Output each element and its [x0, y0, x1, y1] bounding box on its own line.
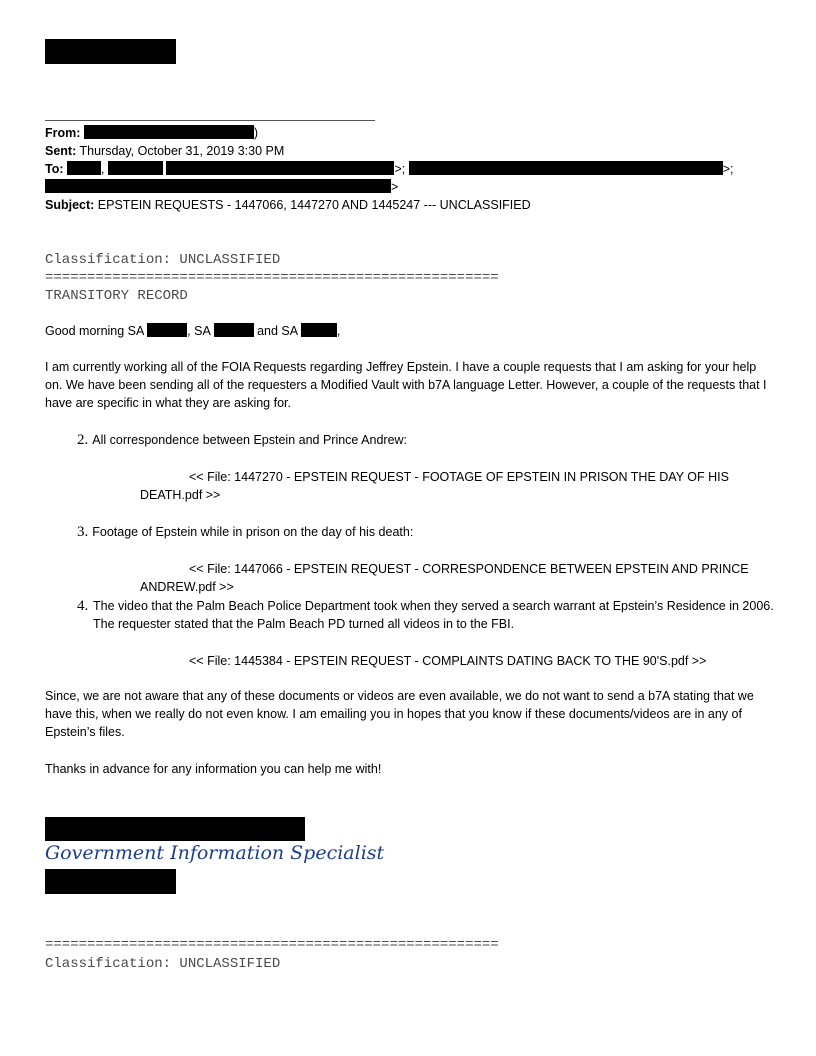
- attachment-line-continued[interactable]: ANDREW.pdf >>: [140, 580, 234, 594]
- list-item-text: All correspondence between Epstein and Prince Andrew:: [92, 433, 408, 447]
- redaction-to-2: [108, 161, 163, 175]
- from-suffix: ): [253, 126, 259, 140]
- to-sep-2: >;: [394, 162, 406, 176]
- greeting: [45, 322, 340, 340]
- greeting-part-3: and SA: [257, 324, 298, 338]
- signature-title: Government Information Specialist: [45, 842, 385, 864]
- greeting-part-1: Good morning SA: [45, 324, 144, 338]
- redaction-to-3: [166, 161, 394, 175]
- intro-paragraph: I am currently working all of the FOIA Requests regarding Jeffrey Epstein. I have a couple requests that I am asking for your help on. We have been sending all of the requesters a Modified Vault with b7A language Letter. However, a couple of the requests that I have are specific in what they are asking for.: [45, 360, 767, 410]
- from-label: From:: [45, 126, 81, 140]
- attachment-line[interactable]: << File: 1447270 - EPSTEIN REQUEST - FOOTAGE OF EPSTEIN IN PRISON THE DAY OF HIS: [189, 470, 729, 484]
- list-item: [77, 597, 777, 633]
- to-line: [45, 160, 734, 178]
- separator-top: ======================================================: [45, 270, 499, 286]
- subject-line: [45, 196, 531, 214]
- attachment-line[interactable]: << File: 1445384 - EPSTEIN REQUEST - COMPLAINTS DATING BACK TO THE 90'S.pdf >>: [189, 654, 707, 668]
- separator-bottom: ======================================================: [45, 937, 499, 953]
- header-divider: [45, 120, 375, 121]
- redaction-signature-contact: [45, 869, 176, 894]
- from-line: [45, 124, 258, 142]
- list-item-text: Footage of Epstein while in prison on the day of his death:: [92, 525, 414, 539]
- list-item-number: 3.: [77, 524, 89, 540]
- classification-top: Classification: UNCLASSIFIED: [45, 252, 281, 268]
- list-item: [77, 431, 407, 449]
- list-item: [77, 523, 413, 541]
- sent-value: Thursday, October 31, 2019 3:30 PM: [79, 144, 285, 158]
- redaction-greeting-3: [301, 323, 337, 337]
- greeting-part-2: , SA: [187, 324, 211, 338]
- to-sep-4: >: [391, 180, 399, 194]
- redaction-signature-name: [45, 817, 305, 841]
- sent-line: [45, 142, 284, 160]
- classification-bottom: Classification: UNCLASSIFIED: [45, 956, 281, 972]
- closing-paragraph: Since, we are not aware that any of these documents or videos are even available, we do not want to send a b7A stating that we have this, when we really do not even know. I am emailing you in hopes that you know if these documents/videos are in any of Epstein’s files.: [45, 689, 754, 739]
- redaction-to-1: [67, 161, 101, 175]
- redaction-greeting-1: [147, 323, 187, 337]
- thanks-line: Thanks in advance for any information you can help me with!: [45, 762, 382, 776]
- redaction-to-5: [45, 179, 391, 193]
- list-item-text: The video that the Palm Beach Police Department took when they served a search warrant at Epstein’s Residence in 2006. The requester stated that the Palm Beach PD turned all videos in to the FBI.: [93, 599, 774, 631]
- redaction-greeting-2: [214, 323, 254, 337]
- transitory-record: TRANSITORY RECORD: [45, 288, 188, 304]
- to-sep-1: ,: [101, 162, 105, 176]
- to-line-2: [45, 178, 398, 196]
- subject-value: EPSTEIN REQUESTS - 1447066, 1447270 AND 1445247 --- UNCLASSIFIED: [97, 198, 531, 212]
- list-item-number: 2.: [77, 432, 89, 448]
- subject-label: Subject:: [45, 198, 95, 212]
- list-item-number: 4.: [77, 598, 89, 614]
- sent-label: Sent:: [45, 144, 77, 158]
- redaction-from: [84, 125, 254, 139]
- to-label: To:: [45, 162, 64, 176]
- attachment-line[interactable]: << File: 1447066 - EPSTEIN REQUEST - CORRESPONDENCE BETWEEN EPSTEIN AND PRINCE: [189, 562, 749, 576]
- redaction-to-4: [409, 161, 723, 175]
- greeting-part-4: ,: [336, 324, 341, 338]
- redaction-top: [45, 39, 176, 64]
- attachment-line-continued[interactable]: DEATH.pdf >>: [140, 488, 221, 502]
- to-sep-3: >;: [722, 162, 734, 176]
